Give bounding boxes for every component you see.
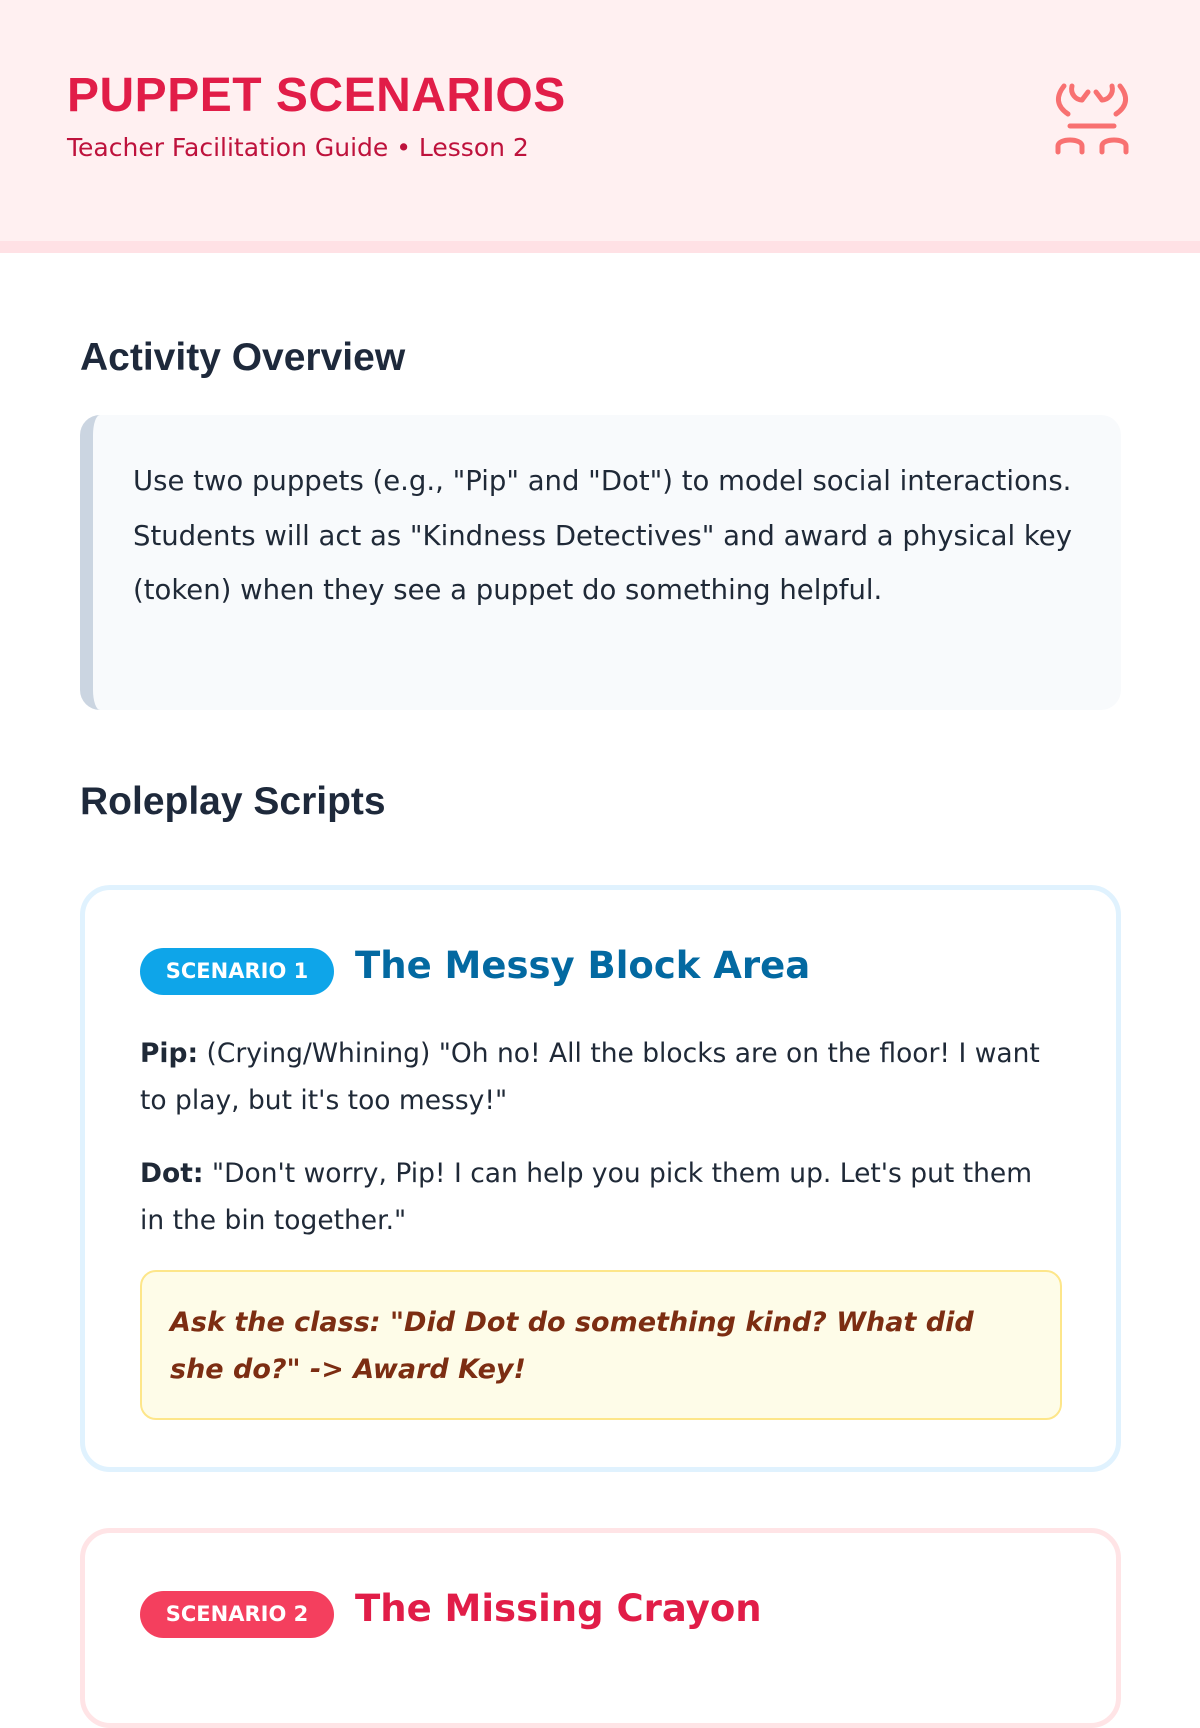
scenario-title: The Messy Block Area bbox=[355, 944, 811, 987]
theater-icon bbox=[1052, 80, 1132, 160]
scenario-badge: SCENARIO 1 bbox=[140, 948, 334, 995]
script-line-pip bbox=[140, 1030, 1060, 1124]
activity-overview-box bbox=[80, 415, 1121, 710]
script-line-dot bbox=[140, 1150, 1060, 1244]
page-subtitle: Teacher Facilitation Guide • Lesson 2 bbox=[67, 133, 529, 162]
teacher-prompt-box bbox=[140, 1270, 1062, 1420]
scenario-badge: SCENARIO 2 bbox=[140, 1591, 334, 1638]
scenario-card bbox=[80, 885, 1121, 1472]
page-title: PUPPET SCENARIOS bbox=[67, 69, 566, 122]
dialogue-text: (Crying/Whining) "Oh no! All the blocks are on the floor! I want to play, but it's too messy!" bbox=[140, 1038, 1040, 1116]
scenario-card bbox=[80, 1528, 1121, 1728]
activity-overview-heading: Activity Overview bbox=[80, 336, 406, 379]
dialogue-text: "Don't worry, Pip! I can help you pick them up. Let's put them in the bin together." bbox=[140, 1158, 1033, 1236]
speaker-name: Dot: bbox=[140, 1158, 204, 1189]
scenario-title: The Missing Crayon bbox=[355, 1587, 762, 1630]
speaker-name: Pip: bbox=[140, 1038, 199, 1069]
page-header bbox=[0, 0, 1200, 253]
roleplay-scripts-heading: Roleplay Scripts bbox=[80, 780, 386, 823]
teacher-prompt-text: Ask the class: "Did Dot do something kind? What did she do?" -> Award Key! bbox=[170, 1307, 974, 1385]
activity-overview-text: Use two puppets (e.g., "Pip" and "Dot") to model social interactions. Students will act as "Kindness Detectives" and award a physical key (token) when they see a puppet do something helpful. bbox=[133, 465, 1073, 606]
